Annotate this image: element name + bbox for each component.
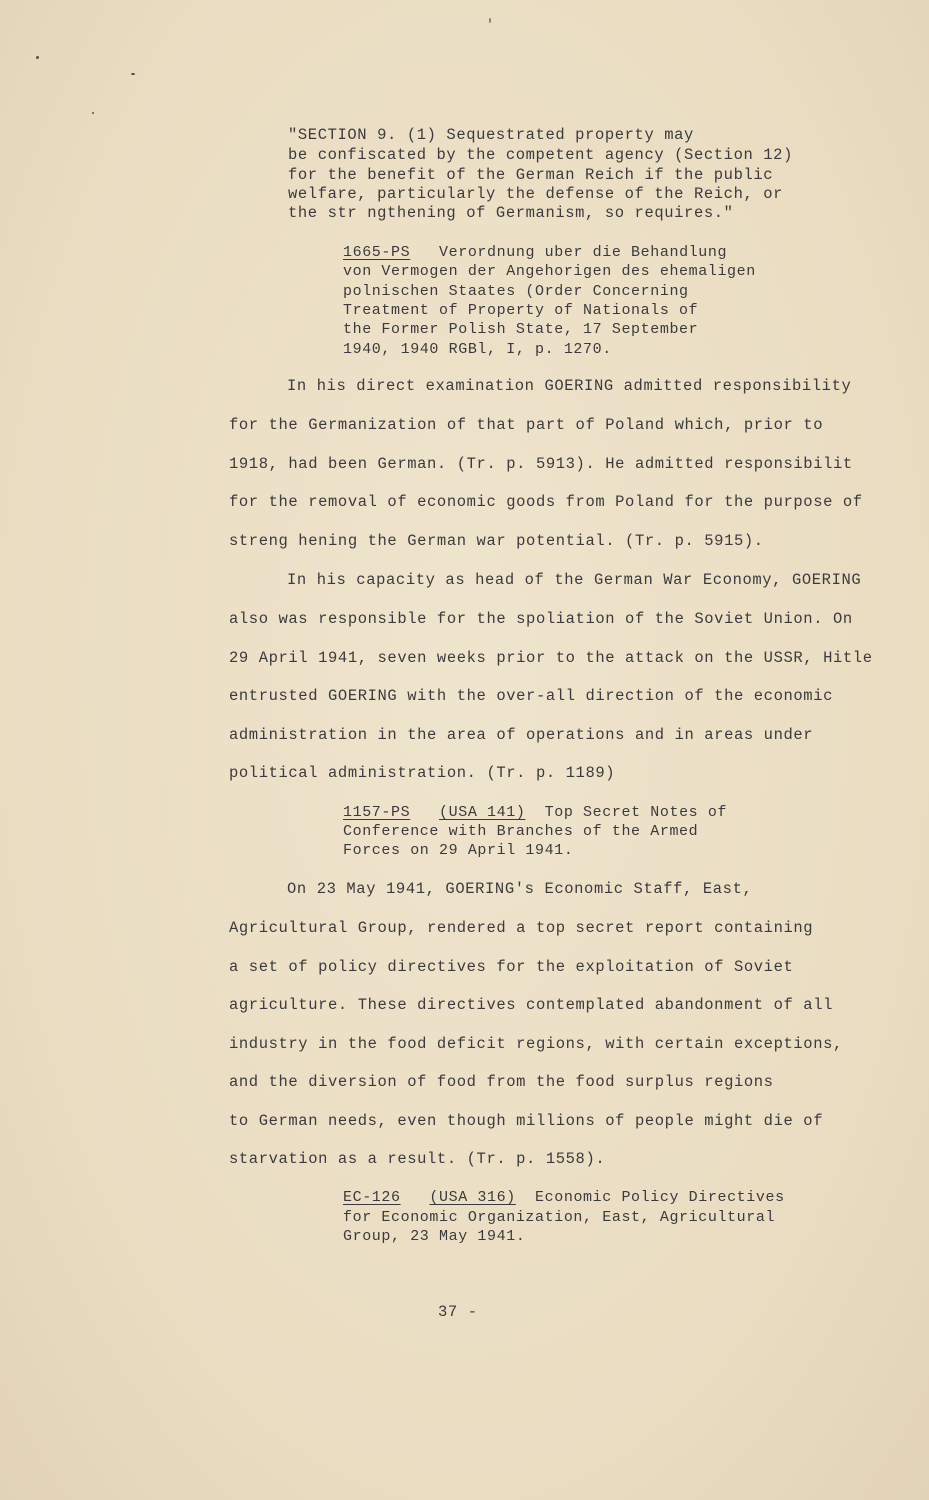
quote-line: be confiscated by the competent agency (Section 12) <box>288 146 793 164</box>
paragraph-line: 1918, had been German. (Tr. p. 5913). He admitted responsibilit <box>229 455 853 473</box>
paragraph-line: streng hening the German war potential. (Tr. p. 5915). <box>229 532 764 550</box>
citation-line: for Economic Organization, East, Agricultural <box>343 1209 776 1226</box>
citation-text: Economic Policy Directives <box>535 1189 785 1206</box>
scan-speck <box>36 56 39 59</box>
paragraph-line: for the Germanization of that part of Poland which, prior to <box>229 416 824 434</box>
citation-line: polnischen Staates (Order Concerning <box>343 283 689 300</box>
citation-ref: 1665-PS <box>343 244 411 261</box>
citation-line <box>343 245 727 260</box>
paragraph-line: In his capacity as head of the German War Economy, GOERING <box>287 571 862 589</box>
citation-line: Group, 23 May 1941. <box>343 1228 526 1245</box>
paragraph-line: starvation as a result. (Tr. p. 1558). <box>229 1150 606 1168</box>
citation-line <box>343 1190 785 1205</box>
quote-line: for the benefit of the German Reich if the public <box>288 166 774 184</box>
quote-line: the str ngthening of Germanism, so requires." <box>288 204 734 222</box>
page-number: 37 - <box>438 1303 478 1321</box>
citation-line: the Former Polish State, 17 September <box>343 321 699 338</box>
citation-line: Forces on 29 April 1941. <box>343 842 574 859</box>
paragraph-line: to German needs, even though millions of people might die of <box>229 1112 824 1130</box>
citation-line <box>343 805 727 820</box>
citation-usa: (USA 316) <box>429 1189 516 1206</box>
quote-line: "SECTION 9. (1) Sequestrated property may <box>288 126 694 144</box>
paragraph-line: In his direct examination GOERING admitted responsibility <box>287 377 852 395</box>
paragraph-line: On 23 May 1941, GOERING's Economic Staff, East, <box>287 880 753 898</box>
paragraph-line: industry in the food deficit regions, with certain exceptions, <box>229 1035 843 1053</box>
paragraph-line: entrusted GOERING with the over-all direction of the economic <box>229 687 833 705</box>
paragraph-line: and the diversion of food from the food surplus regions <box>229 1073 774 1091</box>
scan-speck <box>489 18 491 23</box>
paragraph-line: administration in the area of operations and in areas under <box>229 726 814 744</box>
scan-speck <box>131 73 135 75</box>
citation-ref: 1157-PS <box>343 804 411 821</box>
citation-line: von Vermogen der Angehorigen des ehemaligen <box>343 263 756 280</box>
citation-text: Top Secret Notes of <box>544 804 728 821</box>
paragraph-line: agriculture. These directives contemplated abandonment of all <box>229 996 833 1014</box>
paragraph-line: for the removal of economic goods from Poland for the purpose of <box>229 493 863 511</box>
quote-line: welfare, particularly the defense of the Reich, or <box>288 185 784 203</box>
scan-speck <box>92 112 94 114</box>
paragraph-line: political administration. (Tr. p. 1189) <box>229 764 616 782</box>
citation-line: Conference with Branches of the Armed <box>343 823 699 840</box>
paragraph-line: Agricultural Group, rendered a top secret report containing <box>229 919 814 937</box>
paragraph-line: 29 April 1941, seven weeks prior to the attack on the USSR, Hitle <box>229 649 873 667</box>
citation-text: Verordnung uber die Behandlung <box>439 244 728 261</box>
paragraph-line: a set of policy directives for the exploitation of Soviet <box>229 958 794 976</box>
citation-usa: (USA 141) <box>439 804 526 821</box>
paragraph-line: also was responsible for the spoliation of the Soviet Union. On <box>229 610 853 628</box>
citation-line: Treatment of Property of Nationals of <box>343 302 699 319</box>
citation-ref: EC-126 <box>343 1189 401 1206</box>
citation-line: 1940, 1940 RGBl, I, p. 1270. <box>343 341 612 358</box>
